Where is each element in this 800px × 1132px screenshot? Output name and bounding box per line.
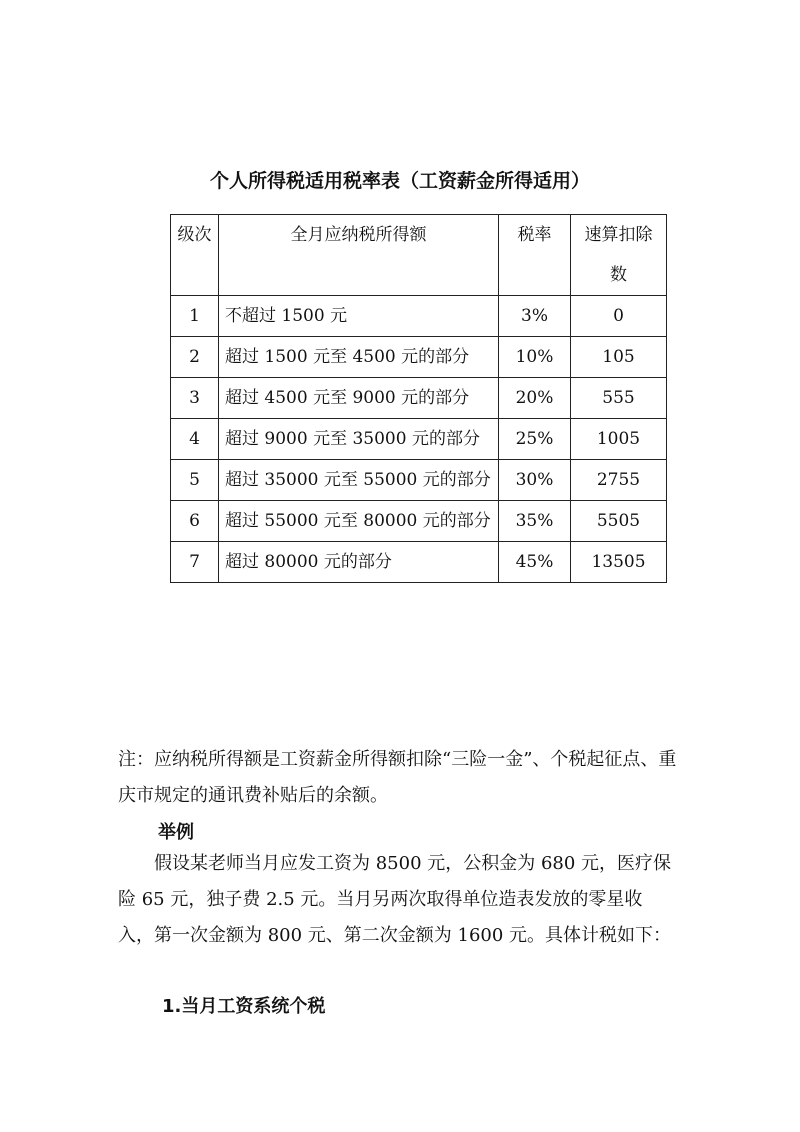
row-deduction: 13505 (571, 542, 667, 583)
page-title: 个人所得税适用税率表（工资薪金所得适用） (209, 170, 590, 192)
row-range: 超过 35000 元至 55000 元的部分 (219, 460, 499, 501)
row-range: 超过 80000 元的部分 (219, 542, 499, 583)
table-header-row (171, 215, 667, 296)
row-rate: 25% (499, 419, 571, 460)
row-deduction: 105 (571, 337, 667, 378)
table-row (171, 460, 667, 501)
header-level: 级次 (171, 215, 219, 296)
row-level: 5 (171, 460, 219, 501)
table-row (171, 419, 667, 460)
row-rate: 3% (499, 296, 571, 337)
header-rate: 税率 (499, 215, 571, 296)
header-deduction: 速算扣除数 (571, 215, 667, 296)
row-level: 7 (171, 542, 219, 583)
table-row (171, 378, 667, 419)
table-row (171, 296, 667, 337)
row-level: 1 (171, 296, 219, 337)
row-range: 超过 4500 元至 9000 元的部分 (219, 378, 499, 419)
example-paragraph: 假设某老师当月应发工资为 8500 元，公积金为 680 元，医疗保险 65 元，独子费 2.5 元。当月另两次取得单位造表发放的零星收入，第一次金额为 800 元、第二次金额为 1600 元。具体计税如下： (118, 853, 672, 946)
tax-rate-table (170, 214, 667, 583)
table-row (171, 501, 667, 542)
row-level: 2 (171, 337, 219, 378)
row-range: 超过 9000 元至 35000 元的部分 (219, 419, 499, 460)
table-row (171, 542, 667, 583)
row-rate: 10% (499, 337, 571, 378)
row-level: 3 (171, 378, 219, 419)
header-range: 全月应纳税所得额 (219, 215, 499, 296)
row-level: 6 (171, 501, 219, 542)
row-deduction: 1005 (571, 419, 667, 460)
row-deduction: 0 (571, 296, 667, 337)
table-note: 注：应纳税所得额是工资薪金所得额扣除“三险一金”、个税起征点、重庆市规定的通讯费补贴后的余额。 (118, 749, 677, 806)
row-deduction: 2755 (571, 460, 667, 501)
row-range: 超过 55000 元至 80000 元的部分 (219, 501, 499, 542)
example-heading: 举例 (158, 822, 194, 843)
row-deduction: 555 (571, 378, 667, 419)
table-row (171, 337, 667, 378)
row-rate: 20% (499, 378, 571, 419)
section-heading: 1.当月工资系统个税 (162, 996, 326, 1017)
row-rate: 35% (499, 501, 571, 542)
row-deduction: 5505 (571, 501, 667, 542)
row-level: 4 (171, 419, 219, 460)
row-range: 超过 1500 元至 4500 元的部分 (219, 337, 499, 378)
row-rate: 45% (499, 542, 571, 583)
row-range: 不超过 1500 元 (219, 296, 499, 337)
row-rate: 30% (499, 460, 571, 501)
